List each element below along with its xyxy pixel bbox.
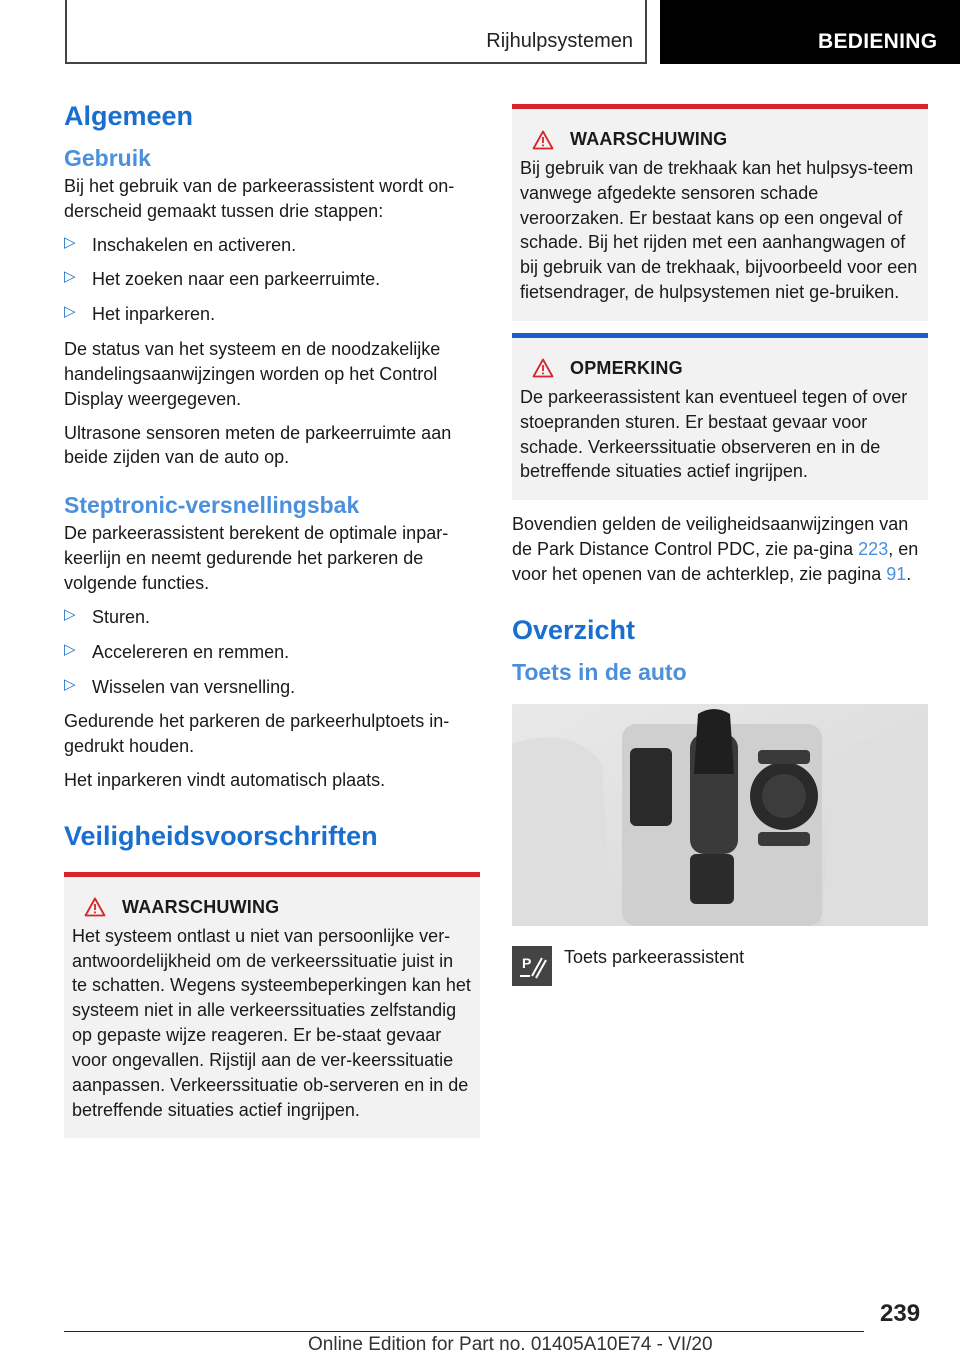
- warning-triangle-icon: [532, 358, 554, 378]
- right-column: [512, 104, 928, 986]
- list-item: ▷ Accelereren en remmen.: [64, 640, 290, 662]
- bullet-triangle-icon: ▷: [64, 605, 76, 623]
- warning-triangle-icon: [84, 897, 106, 917]
- page-number: 239: [880, 1300, 921, 1327]
- heading-gebruik: Gebruik: [64, 144, 151, 171]
- steps-list: [64, 233, 480, 327]
- list-item: ▷ Sturen.: [64, 605, 151, 627]
- warning-triangle-icon: [532, 130, 554, 150]
- list-item: ▷ Het zoeken naar een parkeerruimte.: [64, 268, 381, 290]
- paragraph-status: De status van het systeem en de noodzakelijke handelingsaanwijzingen worden op het Control Display weergegeven.: [64, 339, 441, 409]
- header-section-title: Rijhulpsystemen: [486, 30, 633, 52]
- heading-algemeen: Algemeen: [64, 101, 194, 131]
- bullet-triangle-icon: ▷: [64, 303, 76, 321]
- paragraph-gebruik: Bij het gebruik van de parkeerassistent wordt on-derscheid gemaakt tussen drie stappen:: [64, 175, 455, 221]
- park-assist-icon: [512, 946, 552, 986]
- paragraph-ultrasone: Ultrasone sensoren meten de parkeerruimte aan beide zijden van de auto op.: [64, 422, 452, 468]
- heading-veiligheid: Veiligheidsvoorschriften: [64, 820, 378, 851]
- list-item: ▷ Het inparkeren.: [64, 303, 216, 325]
- heading-toets: Toets in de auto: [512, 658, 687, 685]
- svg-text:P: P: [522, 954, 532, 971]
- warning-box: [64, 872, 480, 1139]
- warning-title: WAARSCHUWING: [570, 129, 728, 149]
- note-box: [512, 333, 928, 500]
- warning-text: Het systeem ontlast u niet van persoonlijke ver-antwoordelijkheid om de verkeerssituatie juist in te schatten. Wegens systeembeperkingen kan het systeem niet in alle verkeerssituaties zelfstandig op gepaste wijze reageren. Er be-staat gevaar voor ongevallen. Rijstijl aan de ver-keerssituatie aanpassen. Verkeerssituatie ob-serveren en in de betreffende situaties actief ingrijpen.: [72, 925, 471, 1120]
- bullet-triangle-icon: ▷: [64, 640, 76, 658]
- bullet-triangle-icon: ▷: [64, 268, 76, 286]
- functions-list: [64, 605, 480, 699]
- note-text: De parkeerassistent kan eventueel tegen of over stoepranden sturen. Er bestaat gevaar voor schade. Verkeerssituatie observeren en in de betreffende situaties actief ingrijpen.: [520, 386, 908, 482]
- header-frame: [65, 0, 647, 64]
- list-item: ▷ Wisselen van versnelling.: [64, 675, 296, 697]
- list-item: ▷ Inschakelen en activeren.: [64, 233, 297, 255]
- paragraph-houden: Gedurende het parkeren de parkeerhulptoets in-gedrukt houden.: [64, 711, 450, 757]
- photo-caption: Toets parkeerassistent: [564, 946, 745, 967]
- paragraph-automatisch: Het inparkeren vindt automatisch plaats.: [64, 770, 386, 791]
- bullet-triangle-icon: ▷: [64, 233, 76, 251]
- warning-box: [512, 104, 928, 321]
- left-column: [64, 98, 480, 1138]
- page-link-223[interactable]: 223: [858, 539, 889, 560]
- heading-steptronic: Steptronic-versnellingsbak: [64, 492, 360, 519]
- warning-text: Bij gebruik van de trekhaak kan het hulpsys-teem vanwege afgedekte sensoren schade veroorzaken. Er bestaat kans op een ongeval of schade. Bij het rijden met een aanhangwagen of bij gebruik van de trekhaak, bijvoorbeeld voor een fietsendrager, de hulpsystemen niet ge-bruiken.: [520, 158, 918, 303]
- warning-title: WAARSCHUWING: [122, 896, 280, 917]
- center-console-photo: [512, 704, 928, 926]
- heading-overzicht: Overzicht: [512, 614, 636, 645]
- page-link-91[interactable]: 91: [886, 563, 907, 584]
- footer-edition: Online Edition for Part no. 01405A10E74 - VI/20: [308, 1334, 713, 1355]
- header-chapter-tab: BEDIENING: [660, 0, 960, 64]
- paragraph-steptronic: De parkeerassistent berekent de optimale inpar-keerlijn en neemt gedurende het parkeren de volgende functies.: [64, 523, 449, 594]
- paragraph-bovendien: Bovendien gelden de veiligheidsaanwijzingen van de Park Distance Control PDC, zie pa-gina 223, en voor het openen van de achterklep, zie pagina 91.: [512, 514, 919, 584]
- note-title: OPMERKING: [570, 357, 683, 378]
- footer-rule: [64, 1331, 864, 1332]
- bullet-triangle-icon: ▷: [64, 675, 76, 693]
